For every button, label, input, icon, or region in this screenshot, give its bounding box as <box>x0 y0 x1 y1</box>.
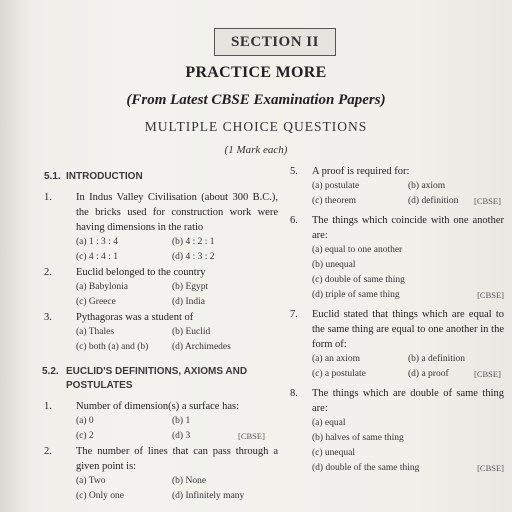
question-text: Euclid belonged to the country <box>76 267 206 278</box>
mcq-heading: MULTIPLE CHOICE QUESTIONS <box>144 119 368 134</box>
question-text: The things which coincide with one another are: <box>312 215 504 241</box>
options-q5 <box>76 474 278 504</box>
section-number: 5.1. <box>44 171 61 182</box>
option-c: (c) both (a) and (b) <box>76 342 149 352</box>
options-q3 <box>76 325 278 355</box>
question-text: A proof is required for: <box>312 166 410 177</box>
option-c: (c) unequal <box>312 448 355 458</box>
source-subtitle: (From Latest CBSE Examination Papers) <box>126 92 386 108</box>
option-a: (a) Two <box>76 476 106 486</box>
question-1 <box>46 190 278 235</box>
option-b: (b) axiom <box>408 181 446 191</box>
option-c: (c) Greece <box>76 297 116 307</box>
option-d: (d) India <box>172 297 205 307</box>
question-number: 6. <box>290 215 298 226</box>
option-b: (b) Euclid <box>172 327 211 337</box>
option-c: (c) 4 : 4 : 1 <box>76 252 118 262</box>
option-a: (a) Babylonia <box>76 282 128 292</box>
question-text: Number of dimension(s) a surface has: <box>76 401 239 412</box>
options-q5-right <box>312 179 504 209</box>
option-c: (c) a postulate <box>312 369 366 379</box>
option-c: (c) Only one <box>76 491 125 501</box>
option-a: (a) equal <box>312 418 346 428</box>
option-d: (d) 4 : 3 : 2 <box>172 252 215 262</box>
option-a: (a) 0 <box>76 416 94 426</box>
option-b: (b) None <box>172 476 207 486</box>
question-5 <box>46 444 278 474</box>
question-number: 2. <box>44 446 52 457</box>
option-b: (b) 1 <box>172 416 191 426</box>
option-d: (d) a proof <box>408 369 449 379</box>
option-b: (b) halves of same thing <box>312 433 404 443</box>
section-heading-5-2 <box>42 365 278 393</box>
question-number: 8. <box>290 388 298 399</box>
option-b: (b) Egypt <box>172 282 209 292</box>
question-7 <box>292 307 504 352</box>
option-a: (a) equal to one another <box>312 245 403 255</box>
question-text: Euclid stated that things which are equal to the same thing are equal to one another in the form of: <box>312 309 504 350</box>
cbse-tag: [CBSE] <box>477 463 504 473</box>
options-q1 <box>76 235 278 265</box>
section-title-box <box>214 28 336 56</box>
question-4 <box>46 399 278 414</box>
question-number: 7. <box>290 309 298 320</box>
option-a: (a) postulate <box>312 181 360 191</box>
cbse-tag: [CBSE] <box>474 196 501 206</box>
right-column <box>292 164 504 476</box>
question-text: Pythagoras was a student of <box>76 312 194 323</box>
question-text: The number of lines that can pass through a given point is: <box>76 446 278 472</box>
option-a: (a) 1 : 3 : 4 <box>76 237 118 247</box>
practice-title: PRACTICE MORE <box>185 64 327 81</box>
question-text: In Indus Valley Civilisation (about 300 B.C.), the bricks used for construction work were having dimensions in the ratio <box>76 192 278 233</box>
options-q2 <box>76 280 278 310</box>
option-d: (d) Archimedes <box>172 342 231 352</box>
question-number: 5. <box>290 166 298 177</box>
marks-note: (1 Mark each) <box>224 144 288 156</box>
question-6 <box>292 213 504 243</box>
option-d: (d) 3 <box>172 431 191 441</box>
option-b: (b) a definition <box>408 354 465 364</box>
section-title: INTRODUCTION <box>66 171 143 182</box>
section-number: 5.2. <box>42 366 59 377</box>
options-q4 <box>76 414 278 444</box>
cbse-tag: [CBSE] <box>238 431 265 441</box>
question-5-right <box>292 164 504 179</box>
option-c: (c) double of same thing <box>312 275 405 285</box>
question-8 <box>292 386 504 416</box>
question-text: The things which are double of same thing are: <box>312 388 504 414</box>
option-d: (d) definition <box>408 196 459 206</box>
question-number: 3. <box>44 312 52 323</box>
options-q6 <box>312 243 504 303</box>
cbse-tag: [CBSE] <box>477 290 504 300</box>
question-2 <box>46 265 278 280</box>
section-title: EUCLID'S DEFINITIONS, AXIOMS AND POSTULATES <box>66 366 248 391</box>
question-3 <box>46 310 278 325</box>
option-d: (d) Infinitely many <box>172 491 245 501</box>
option-b: (b) 4 : 2 : 1 <box>172 237 215 247</box>
left-column <box>42 170 278 504</box>
option-b: (b) unequal <box>312 260 356 270</box>
question-number: 1. <box>44 192 52 203</box>
option-d: (d) double of the same thing <box>312 463 420 473</box>
option-d: (d) triple of same thing <box>312 290 400 300</box>
question-number: 1. <box>44 401 52 412</box>
option-c: (c) 2 <box>76 431 94 441</box>
question-number: 2. <box>44 267 52 278</box>
section-heading-5-1 <box>44 170 278 184</box>
option-a: (a) Thales <box>76 327 115 337</box>
options-q7 <box>312 352 504 382</box>
option-a: (a) an axiom <box>312 354 361 364</box>
option-c: (c) theorem <box>312 196 357 206</box>
cbse-tag: [CBSE] <box>474 369 501 379</box>
options-q8 <box>312 416 504 476</box>
section-label: SECTION II <box>231 33 319 50</box>
